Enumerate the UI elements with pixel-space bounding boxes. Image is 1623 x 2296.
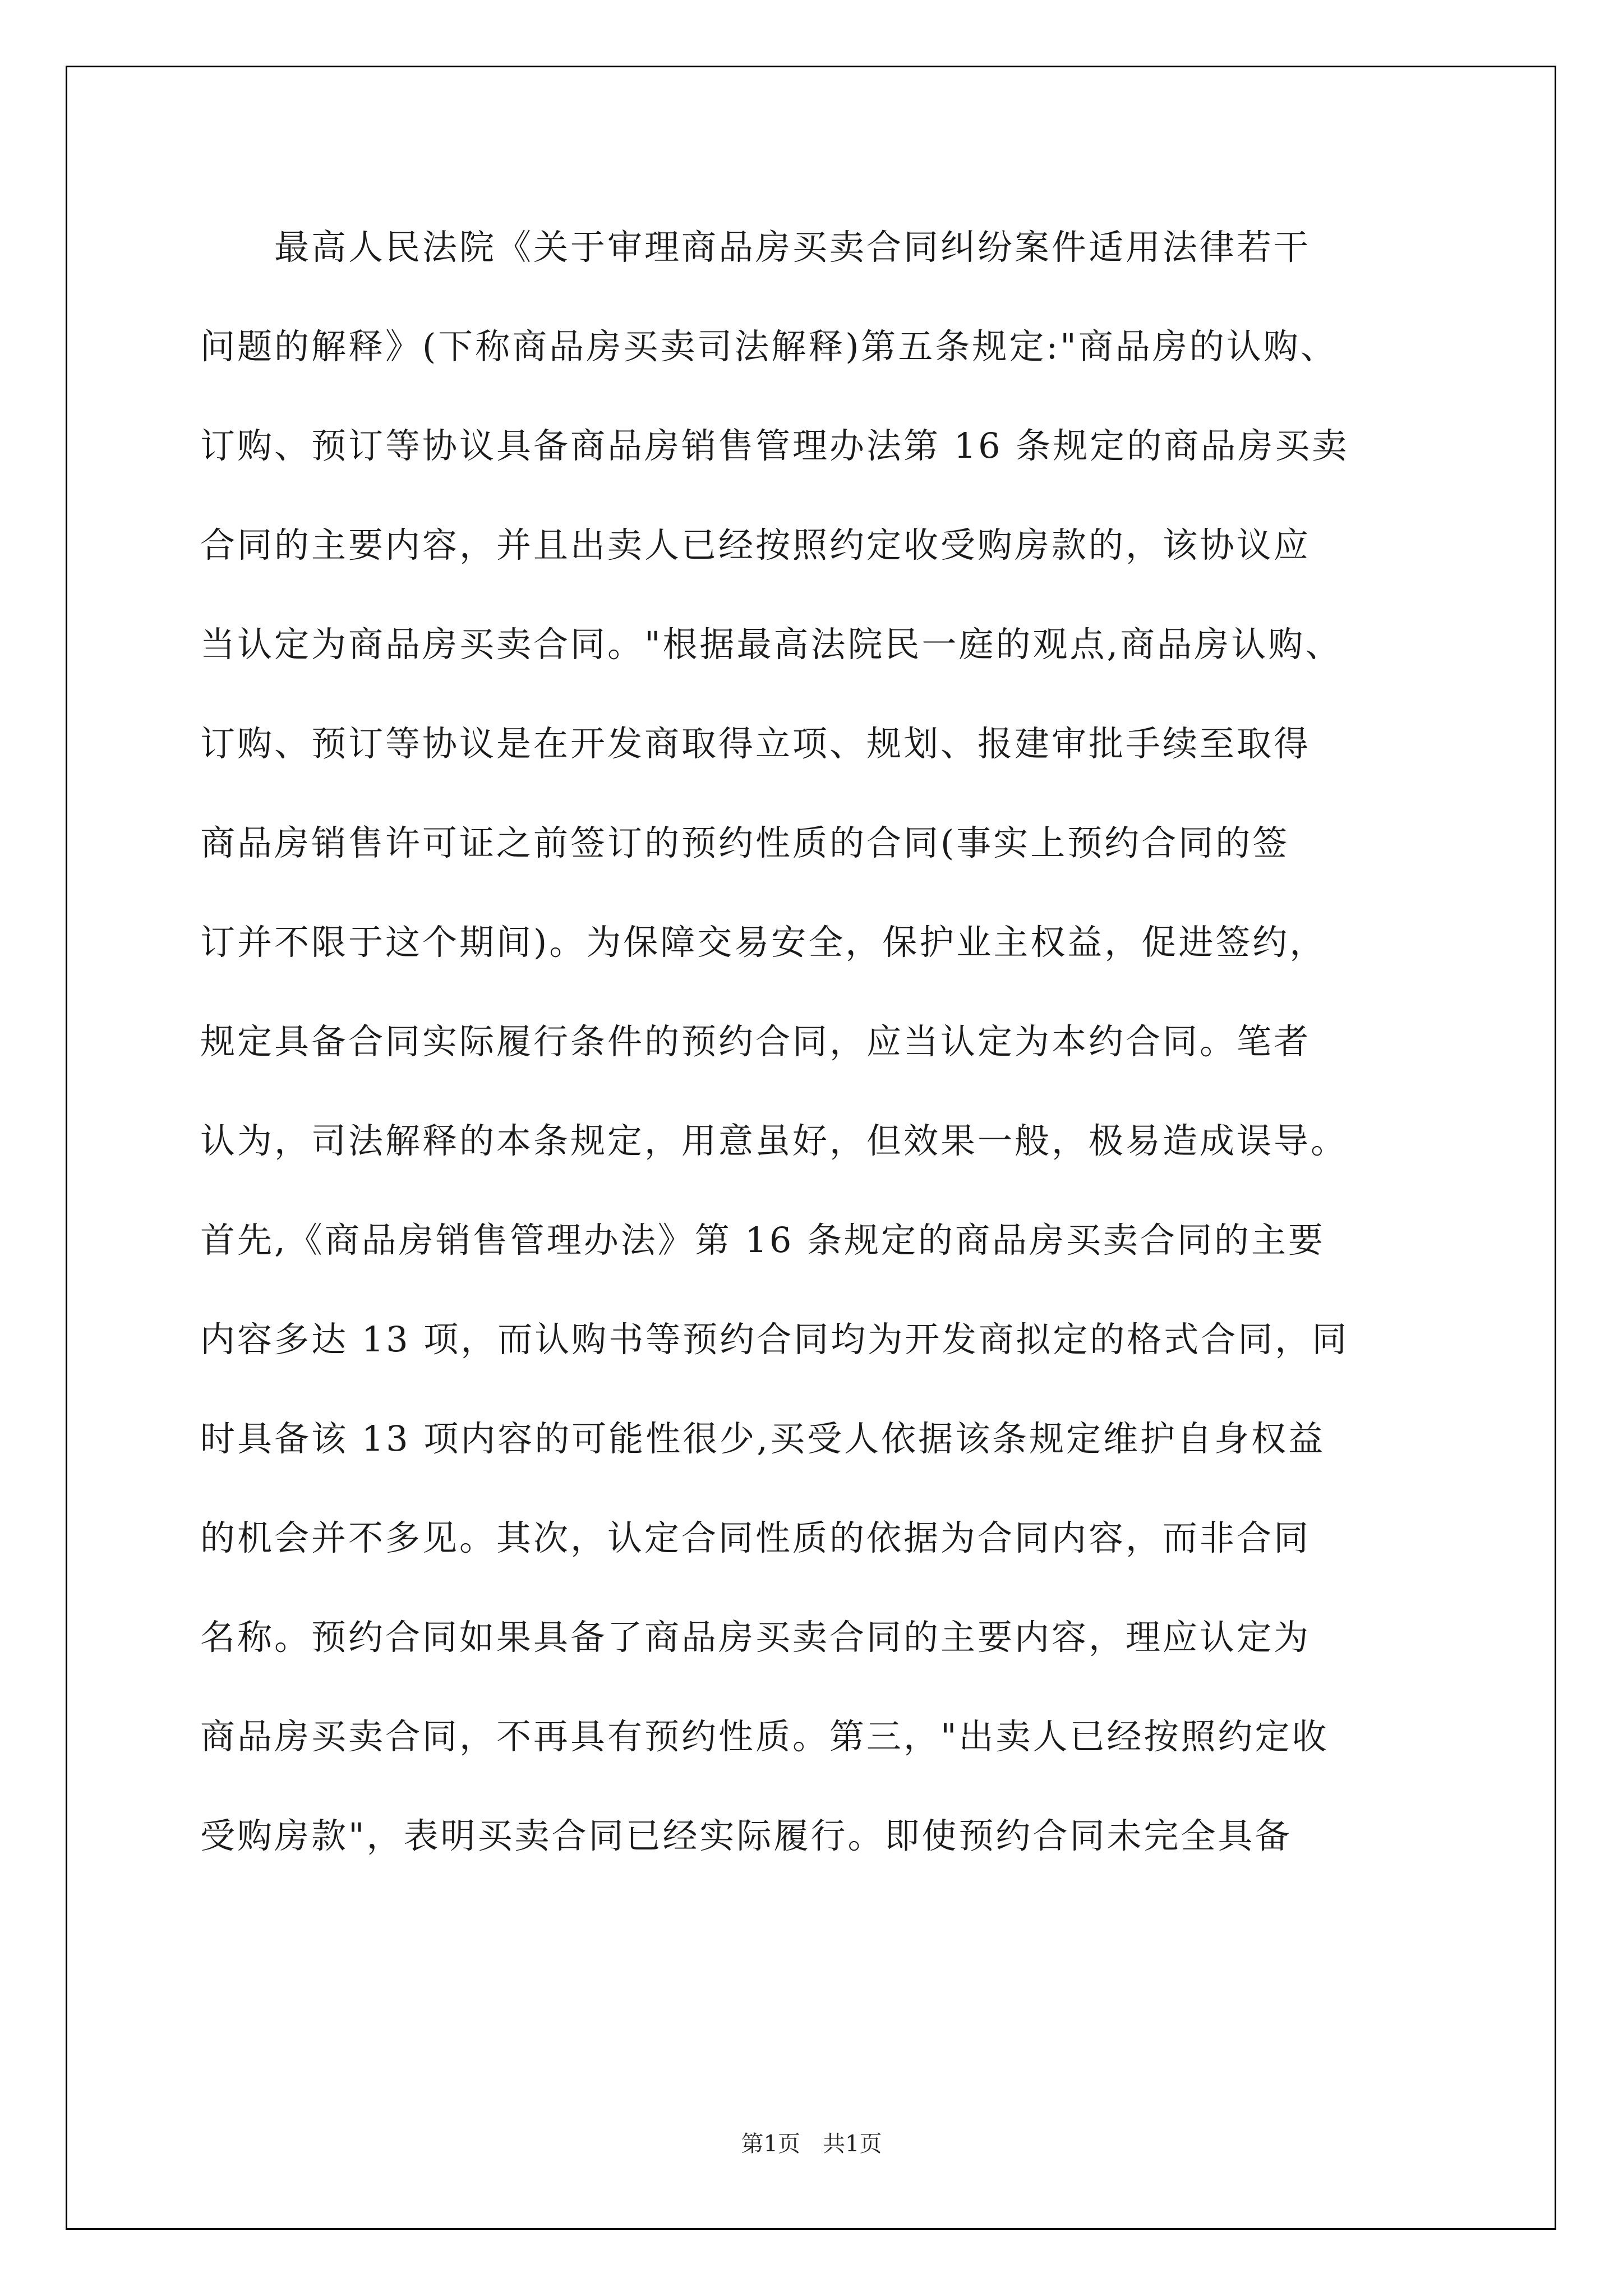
page-footer: 第1页 共1页 xyxy=(741,2131,882,2157)
text-line: 合同的主要内容，并且出卖人已经按照约定收受购房款的，该协议应 xyxy=(200,524,1311,565)
text-line: 最高人民法院《关于审理商品房买卖合同纠纷案件适用法律若干 xyxy=(200,227,1311,268)
text-line: 订购、预订等协议是在开发商取得立项、规划、报建审批手续至取得 xyxy=(200,723,1311,764)
text-line: 受购房款"，表明买卖合同已经实际履行。即使预约合同未完全具备 xyxy=(200,1815,1292,1856)
text-line: 当认定为商品房买卖合同。"根据最高法院民一庭的观点,商品房认购、 xyxy=(200,624,1343,665)
text-line: 的机会并不多见。其次，认定合同性质的依据为合同内容，而非合同 xyxy=(200,1517,1311,1558)
text-line: 认为，司法解释的本条规定，用意虽好，但效果一般，极易造成误导。 xyxy=(200,1120,1348,1161)
text-line: 时具备该 13 项内容的可能性很少,买受人依据该条规定维护自身权益 xyxy=(200,1418,1326,1459)
text-line: 内容多达 13 项，而认购书等预约合同均为开发商拟定的格式合同，同 xyxy=(200,1319,1349,1360)
text-line: 名称。预约合同如果具备了商品房买卖合同的主要内容，理应认定为 xyxy=(200,1617,1311,1658)
text-line: 规定具备合同实际履行条件的预约合同，应当认定为本约合同。笔者 xyxy=(200,1021,1311,1062)
text-line: 订并不限于这个期间)。为保障交易安全，保护业主权益，促进签约， xyxy=(200,922,1327,963)
text-line: 订购、预订等协议具备商品房销售管理办法第 16 条规定的商品房买卖 xyxy=(200,425,1349,466)
text-line: 商品房买卖合同，不再具有预约性质。第三，"出卖人已经按照约定收 xyxy=(200,1716,1329,1757)
text-line: 商品房销售许可证之前签订的预约性质的合同(事实上预约合同的签 xyxy=(200,822,1290,863)
text-line: 问题的解释》(下称商品房买卖司法解释)第五条规定:"商品房的认购、 xyxy=(200,326,1338,367)
text-line: 首先,《商品房销售管理办法》第 16 条规定的商品房买卖合同的主要 xyxy=(200,1220,1326,1260)
